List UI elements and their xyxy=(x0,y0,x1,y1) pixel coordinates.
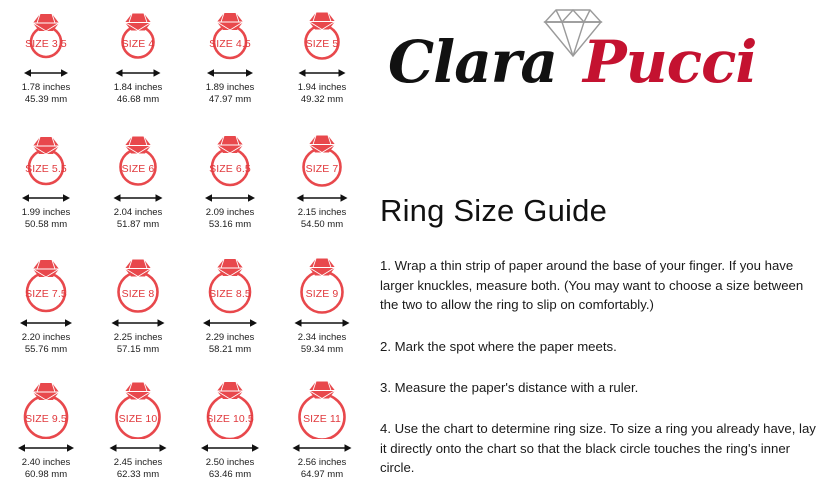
brand-logo xyxy=(376,4,776,104)
ring-measurement-mm: 45.39 mm xyxy=(24,93,68,105)
ring-measurement xyxy=(114,207,163,230)
diameter-arrow-icon xyxy=(9,66,83,80)
ring-size-label: SIZE 5 xyxy=(305,38,339,50)
ring-measurement-mm: 50.58 mm xyxy=(24,218,68,230)
ring-icon xyxy=(99,377,177,439)
instruction-step-1: 1. Wrap a thin strip of paper around the base of your finger. If you have larger knuckles, measure both. (You may want to choose a size between the two to allow the ring to slip on comfortably.) xyxy=(380,258,804,312)
page-title: Ring Size Guide xyxy=(380,193,608,228)
diameter-arrow-icon xyxy=(285,191,359,205)
ring-measurement-inches: 2.15 inches xyxy=(297,207,347,218)
ring-measurement-inches: 2.20 inches xyxy=(21,332,71,343)
ring-size-label: SIZE 11 xyxy=(303,413,341,425)
ring-measurement xyxy=(298,457,347,480)
ring-size-cell xyxy=(276,0,368,125)
ring-measurement-mm: 49.32 mm xyxy=(300,93,344,105)
diameter-arrow-icon xyxy=(285,66,359,80)
ring-size-label: SIZE 10.5 xyxy=(206,413,254,425)
ring-icon xyxy=(7,127,85,189)
ring-size-label: SIZE 4 xyxy=(121,38,155,50)
ring-size-label: SIZE 6.5 xyxy=(209,163,251,175)
ring-measurement xyxy=(298,332,347,355)
ring-size-cell xyxy=(0,375,92,500)
ring-measurement-mm: 54.50 mm xyxy=(300,218,344,230)
ring-size-cell xyxy=(0,125,92,250)
ring-measurement-inches: 1.84 inches xyxy=(113,82,163,93)
ring-measurement-mm: 51.87 mm xyxy=(116,218,160,230)
ring-size-cell xyxy=(92,375,184,500)
ring-measurement-inches: 2.25 inches xyxy=(113,332,163,343)
ring-measurement-mm: 47.97 mm xyxy=(208,93,252,105)
ring-size-cell xyxy=(276,250,368,375)
brand-name-second: Pucci xyxy=(583,28,757,96)
ring-size-label: SIZE 8 xyxy=(121,288,155,300)
ring-measurement-mm: 57.15 mm xyxy=(116,343,160,355)
ring-size-label: SIZE 9 xyxy=(305,288,339,300)
ring-measurement-mm: 60.98 mm xyxy=(24,468,68,480)
ring-measurement xyxy=(22,332,71,355)
diameter-arrow-icon xyxy=(101,191,175,205)
ring-measurement-mm: 46.68 mm xyxy=(116,93,160,105)
ring-measurement xyxy=(206,332,255,355)
diameter-arrow-icon xyxy=(101,66,175,80)
diameter-arrow-icon xyxy=(9,191,83,205)
ring-size-chart xyxy=(0,0,368,501)
ring-measurement-inches: 2.50 inches xyxy=(205,457,255,468)
ring-size-label: SIZE 3.5 xyxy=(25,38,67,50)
ring-measurement-mm: 64.97 mm xyxy=(300,468,344,480)
ring-measurement-inches: 2.40 inches xyxy=(21,457,71,468)
ring-measurement-inches: 1.94 inches xyxy=(297,82,347,93)
ring-icon xyxy=(283,127,361,189)
diameter-arrow-icon xyxy=(9,316,83,330)
ring-measurement xyxy=(206,82,255,105)
ring-size-label: SIZE 9.5 xyxy=(25,413,67,425)
diameter-arrow-icon xyxy=(193,441,267,455)
ring-measurement-mm: 58.21 mm xyxy=(208,343,252,355)
ring-measurement xyxy=(298,207,347,230)
ring-icon xyxy=(99,2,177,64)
ring-measurement-inches: 1.99 inches xyxy=(21,207,71,218)
ring-icon xyxy=(191,377,269,439)
ring-measurement xyxy=(22,457,71,480)
ring-measurement xyxy=(298,82,347,105)
ring-measurement-inches: 2.45 inches xyxy=(113,457,163,468)
ring-measurement xyxy=(22,82,71,105)
instruction-step-4: 4. Use the chart to determine ring size. To size a ring you already have, lay it directly onto the chart so that the black circle touches the ring's inner circle. xyxy=(380,421,816,475)
ring-icon xyxy=(283,2,361,64)
ring-measurement-mm: 63.46 mm xyxy=(208,468,252,480)
ring-icon xyxy=(7,252,85,314)
diameter-arrow-icon xyxy=(193,66,267,80)
ring-size-cell xyxy=(92,250,184,375)
guide-panel xyxy=(368,0,839,501)
ring-measurement-inches: 1.89 inches xyxy=(205,82,255,93)
ring-size-label: SIZE 7.5 xyxy=(25,288,67,300)
ring-measurement xyxy=(22,207,71,230)
ring-size-cell xyxy=(184,0,276,125)
ring-measurement-inches: 2.04 inches xyxy=(113,207,163,218)
instruction-step-2: 2. Mark the spot where the paper meets. xyxy=(380,339,617,354)
ring-icon xyxy=(7,377,85,439)
ring-measurement-mm: 59.34 mm xyxy=(300,343,344,355)
ring-size-cell xyxy=(92,0,184,125)
ring-icon xyxy=(99,127,177,189)
ring-measurement xyxy=(206,457,255,480)
ring-size-cell xyxy=(184,250,276,375)
ring-icon xyxy=(191,2,269,64)
diameter-arrow-icon xyxy=(193,191,267,205)
ring-measurement-inches: 1.78 inches xyxy=(21,82,71,93)
diameter-arrow-icon xyxy=(193,316,267,330)
ring-measurement xyxy=(114,457,163,480)
ring-size-label: SIZE 10 xyxy=(118,413,158,425)
instruction-step-3: 3. Measure the paper's distance with a ruler. xyxy=(380,380,639,395)
ring-measurement-inches: 2.34 inches xyxy=(297,332,347,343)
brand-name-first: Clara xyxy=(388,28,557,96)
ring-measurement-mm: 62.33 mm xyxy=(116,468,160,480)
ring-icon xyxy=(191,127,269,189)
ring-size-label: SIZE 7 xyxy=(305,163,339,175)
ring-icon xyxy=(7,2,85,64)
ring-size-cell xyxy=(0,0,92,125)
ring-measurement xyxy=(114,82,163,105)
ring-measurement-inches: 2.56 inches xyxy=(297,457,347,468)
ring-size-cell xyxy=(184,375,276,500)
diameter-arrow-icon xyxy=(285,316,359,330)
ring-measurement xyxy=(206,207,255,230)
diameter-arrow-icon xyxy=(101,441,175,455)
ring-measurement xyxy=(114,332,163,355)
diameter-arrow-icon xyxy=(285,441,359,455)
ring-size-label: SIZE 8.5 xyxy=(209,288,251,300)
ring-size-cell xyxy=(276,125,368,250)
ring-measurement-inches: 2.29 inches xyxy=(205,332,255,343)
ring-size-cell xyxy=(0,250,92,375)
ring-measurement-mm: 53.16 mm xyxy=(208,218,252,230)
diameter-arrow-icon xyxy=(9,441,83,455)
ring-icon xyxy=(283,252,361,314)
ring-icon xyxy=(191,252,269,314)
ring-size-cell xyxy=(184,125,276,250)
ring-size-label: SIZE 6 xyxy=(121,163,155,175)
ring-size-cell xyxy=(92,125,184,250)
ring-measurement-mm: 55.76 mm xyxy=(24,343,68,355)
ring-measurement-inches: 2.09 inches xyxy=(205,207,255,218)
ring-icon xyxy=(99,252,177,314)
diameter-arrow-icon xyxy=(101,316,175,330)
ring-size-label: SIZE 5.5 xyxy=(25,163,67,175)
ring-size-label: SIZE 4.5 xyxy=(209,38,251,50)
ring-size-cell xyxy=(276,375,368,500)
ring-icon xyxy=(283,377,361,439)
